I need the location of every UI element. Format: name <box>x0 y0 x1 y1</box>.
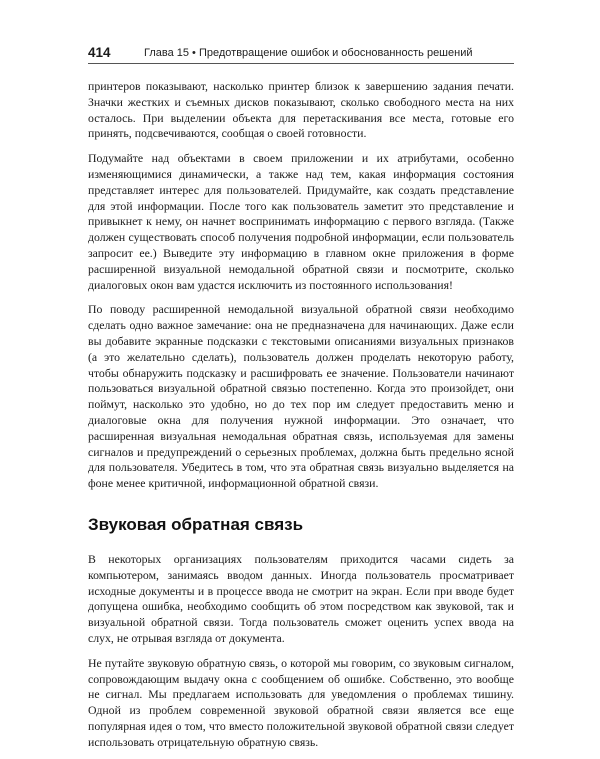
page-number: 414 <box>88 45 111 60</box>
paragraph: Подумайте над объектами в своем приложении и их атрибутами, особенно изменяющимися динамически, а также над тем, какая информация состояния представляет интерес для пользователей. Придумайте, как создать представление для этой информации. После того как пользователь заметит это представление и привыкнет к нему, он начнет воспринимать информацию с первого взгляда. (Также должен существовать способ получения подробной информации, если пользователь запросит ее.) Выведите эту информацию в главном окне приложения в форме расширенной визуальной немодальной обратной связи и посмотрите, сколько диалоговых окон вам удастся исключить из постоянного использования! <box>88 151 514 292</box>
running-head: Глава 15 • Предотвращение ошибок и обоснованность решений <box>144 47 473 59</box>
page-header <box>88 44 514 64</box>
paragraph: По поводу расширенной немодальной визуальной обратной связи необходимо сделать одно важное замечание: она не предназначена для начинающих. Даже если вы добавите экранные подсказки с текстовыми описаниями визуальных признаков (а это желательно сделать), пользователь должен проделать некоторую работу, чтобы обнаружить подсказку и расшифровать ее значение. Пользователи начинают пользоваться визуальной обратной связью постепенно. Когда это произойдет, они поймут, насколько это удобно, но до тех пор им следует предоставить меню и диалоговые окна для получения нужной информации. Это означает, что расширенная визуальная немодальная обратная связь, используемая для замены сигналов и предупреждений о серьезных проблемах, должна быть предельно ясной для пользователя. Убедитесь в том, что эта обратная связь визуально выделяется на фоне менее критичной, информационной обратной связи. <box>88 302 514 491</box>
page-body <box>88 79 514 759</box>
section-heading: Звуковая обратная связь <box>88 514 304 534</box>
paragraph: В некоторых организациях пользователям приходится часами сидеть за компьютером, занимаясь вводом данных. Иногда пользователь просматривает исходные документы и в процессе ввода не смотрит на экран. Если при вводе будет допущена ошибка, необходимо сообщить об этом посредством как звуковой, так и визуальной обратной связи. Тогда пользователь сможет оценить успех ввода на слух, не отрывая взгляда от документа. <box>88 551 514 645</box>
header-rule <box>88 63 514 64</box>
paragraph: Не путайте звуковую обратную связь, о которой мы говорим, со звуковым сигналом, сопровождающим выдачу окна с сообщением об ошибке. Собственно, это вообще не сигнал. Мы предлагаем использовать для уведомления о проблемах тишину. Одной из проблем современной звуковой обратной связи является все еще популярная идея о том, что вместо положительной звуковой обратной связи следует использовать отрицательную обратную связь. <box>88 655 514 749</box>
paragraph: принтеров показывают, насколько принтер близок к завершению задания печати. Значки жестких и съемных дисков показывают, сколько свободного места на них осталось. При выделении объекта для перетаскивания все места, готовые его принять, подсвечиваются, сообщая о своей готовности. <box>88 79 514 141</box>
